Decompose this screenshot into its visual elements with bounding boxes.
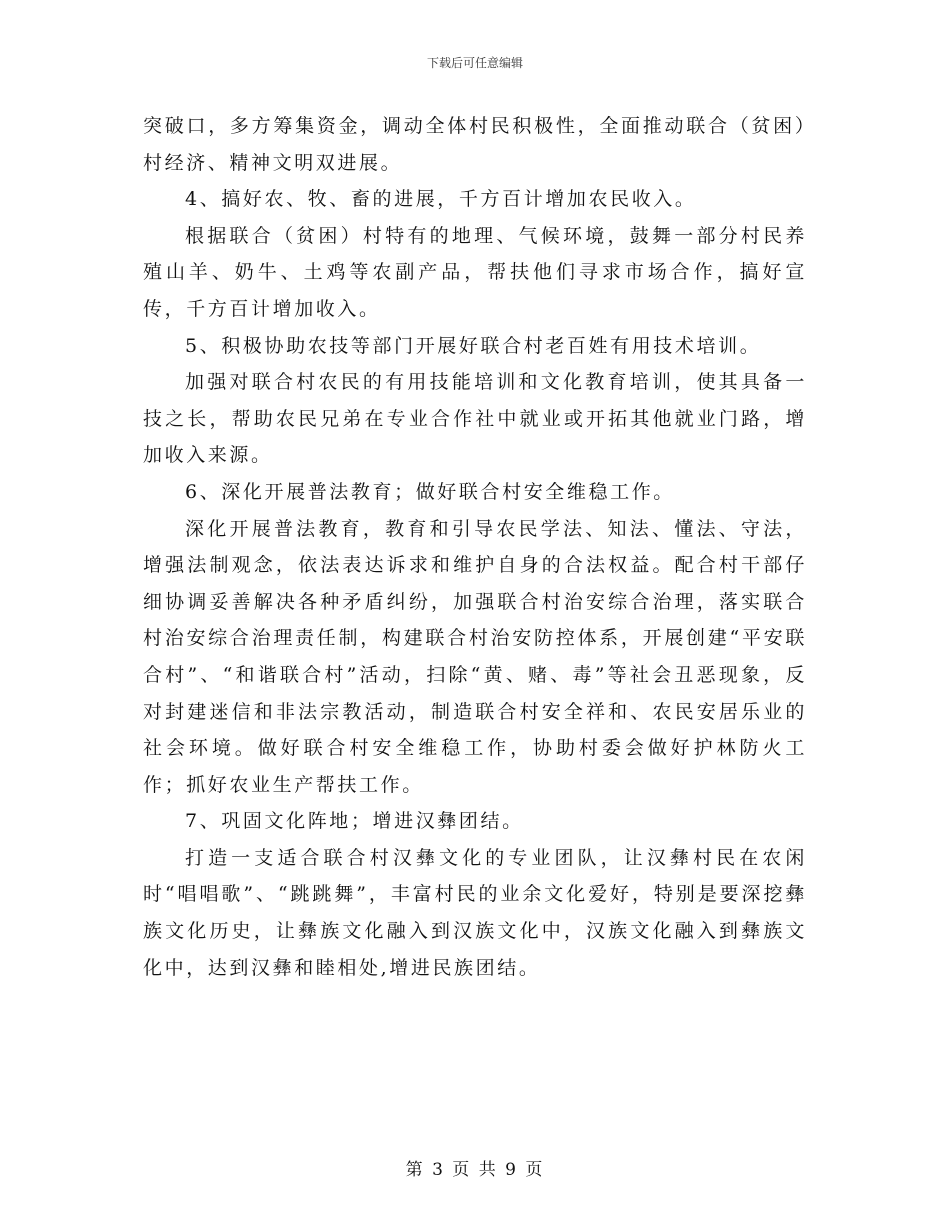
paragraph-5: 加强对联合村农民的有用技能培训和文化教育培训，使其具备一技之长，帮助农民兄弟在专业合作社中就业或开拓其他就业门路，增加收入来源。 [143,371,807,467]
page-header: 下载后可任意编辑 [426,56,523,70]
page-number-footer: 第 3 页 共 9 页 [405,1160,545,1180]
paragraph-7: 深化开展普法教育，教育和引导农民学法、知法、懂法、守法，增强法制观念，依法表达诉求和维护自身的合法权益。配合村干部仔细协调妥善解决各种矛盾纠纷，加强联合村治安综合治理，落实联合村治安综合治理责任制，构建联合村治安防控体系，开展创建“平安联合村”、“和谐联合村”活动，扫除“黄、赌、毒”等社会丑恶现象，反对封建迷信和非法宗教活动，制造联合村安全祥和、农民安居乐业的社会环境。做好联合村安全维稳工作，协助村委会做好护林防火工作；抓好农业生产帮扶工作。 [143,517,807,796]
section-heading-5: 5、积极协助农技等部门开展好联合村老百姓有用技术培训。 [185,334,762,357]
paragraph-3: 根据联合（贫困）村特有的地理、气候环境，鼓舞一部分村民养殖山羊、奶牛、土鸡等农副产品，帮扶他们寻求市场合作，搞好宣传，千方百计增加收入。 [143,224,807,320]
paragraph-1: 突破口，多方筹集资金，调动全体村民积极性，全面推动联合（贫困）村经济、精神文明双进展。 [143,115,807,174]
document-body [143,108,807,986]
section-heading-7: 7、巩固文化阵地；增进汉彝团结。 [185,810,524,833]
section-heading-4: 4、搞好农、牧、畜的进展，千方百计增加农民收入。 [185,188,697,211]
paragraph-9: 打造一支适合联合村汉彝文化的专业团队，让汉彝村民在农闲时“唱唱歌”、“跳跳舞”，丰富村民的业余文化爱好，特别是要深挖彝族文化历史，让彝族文化融入到汉族文化中，汉族文化融入到彝族文化中，达到汉彝和睦相处,增进民族团结。 [143,846,807,979]
section-heading-6: 6、深化开展普法教育；做好联合村安全维稳工作。 [185,480,675,503]
